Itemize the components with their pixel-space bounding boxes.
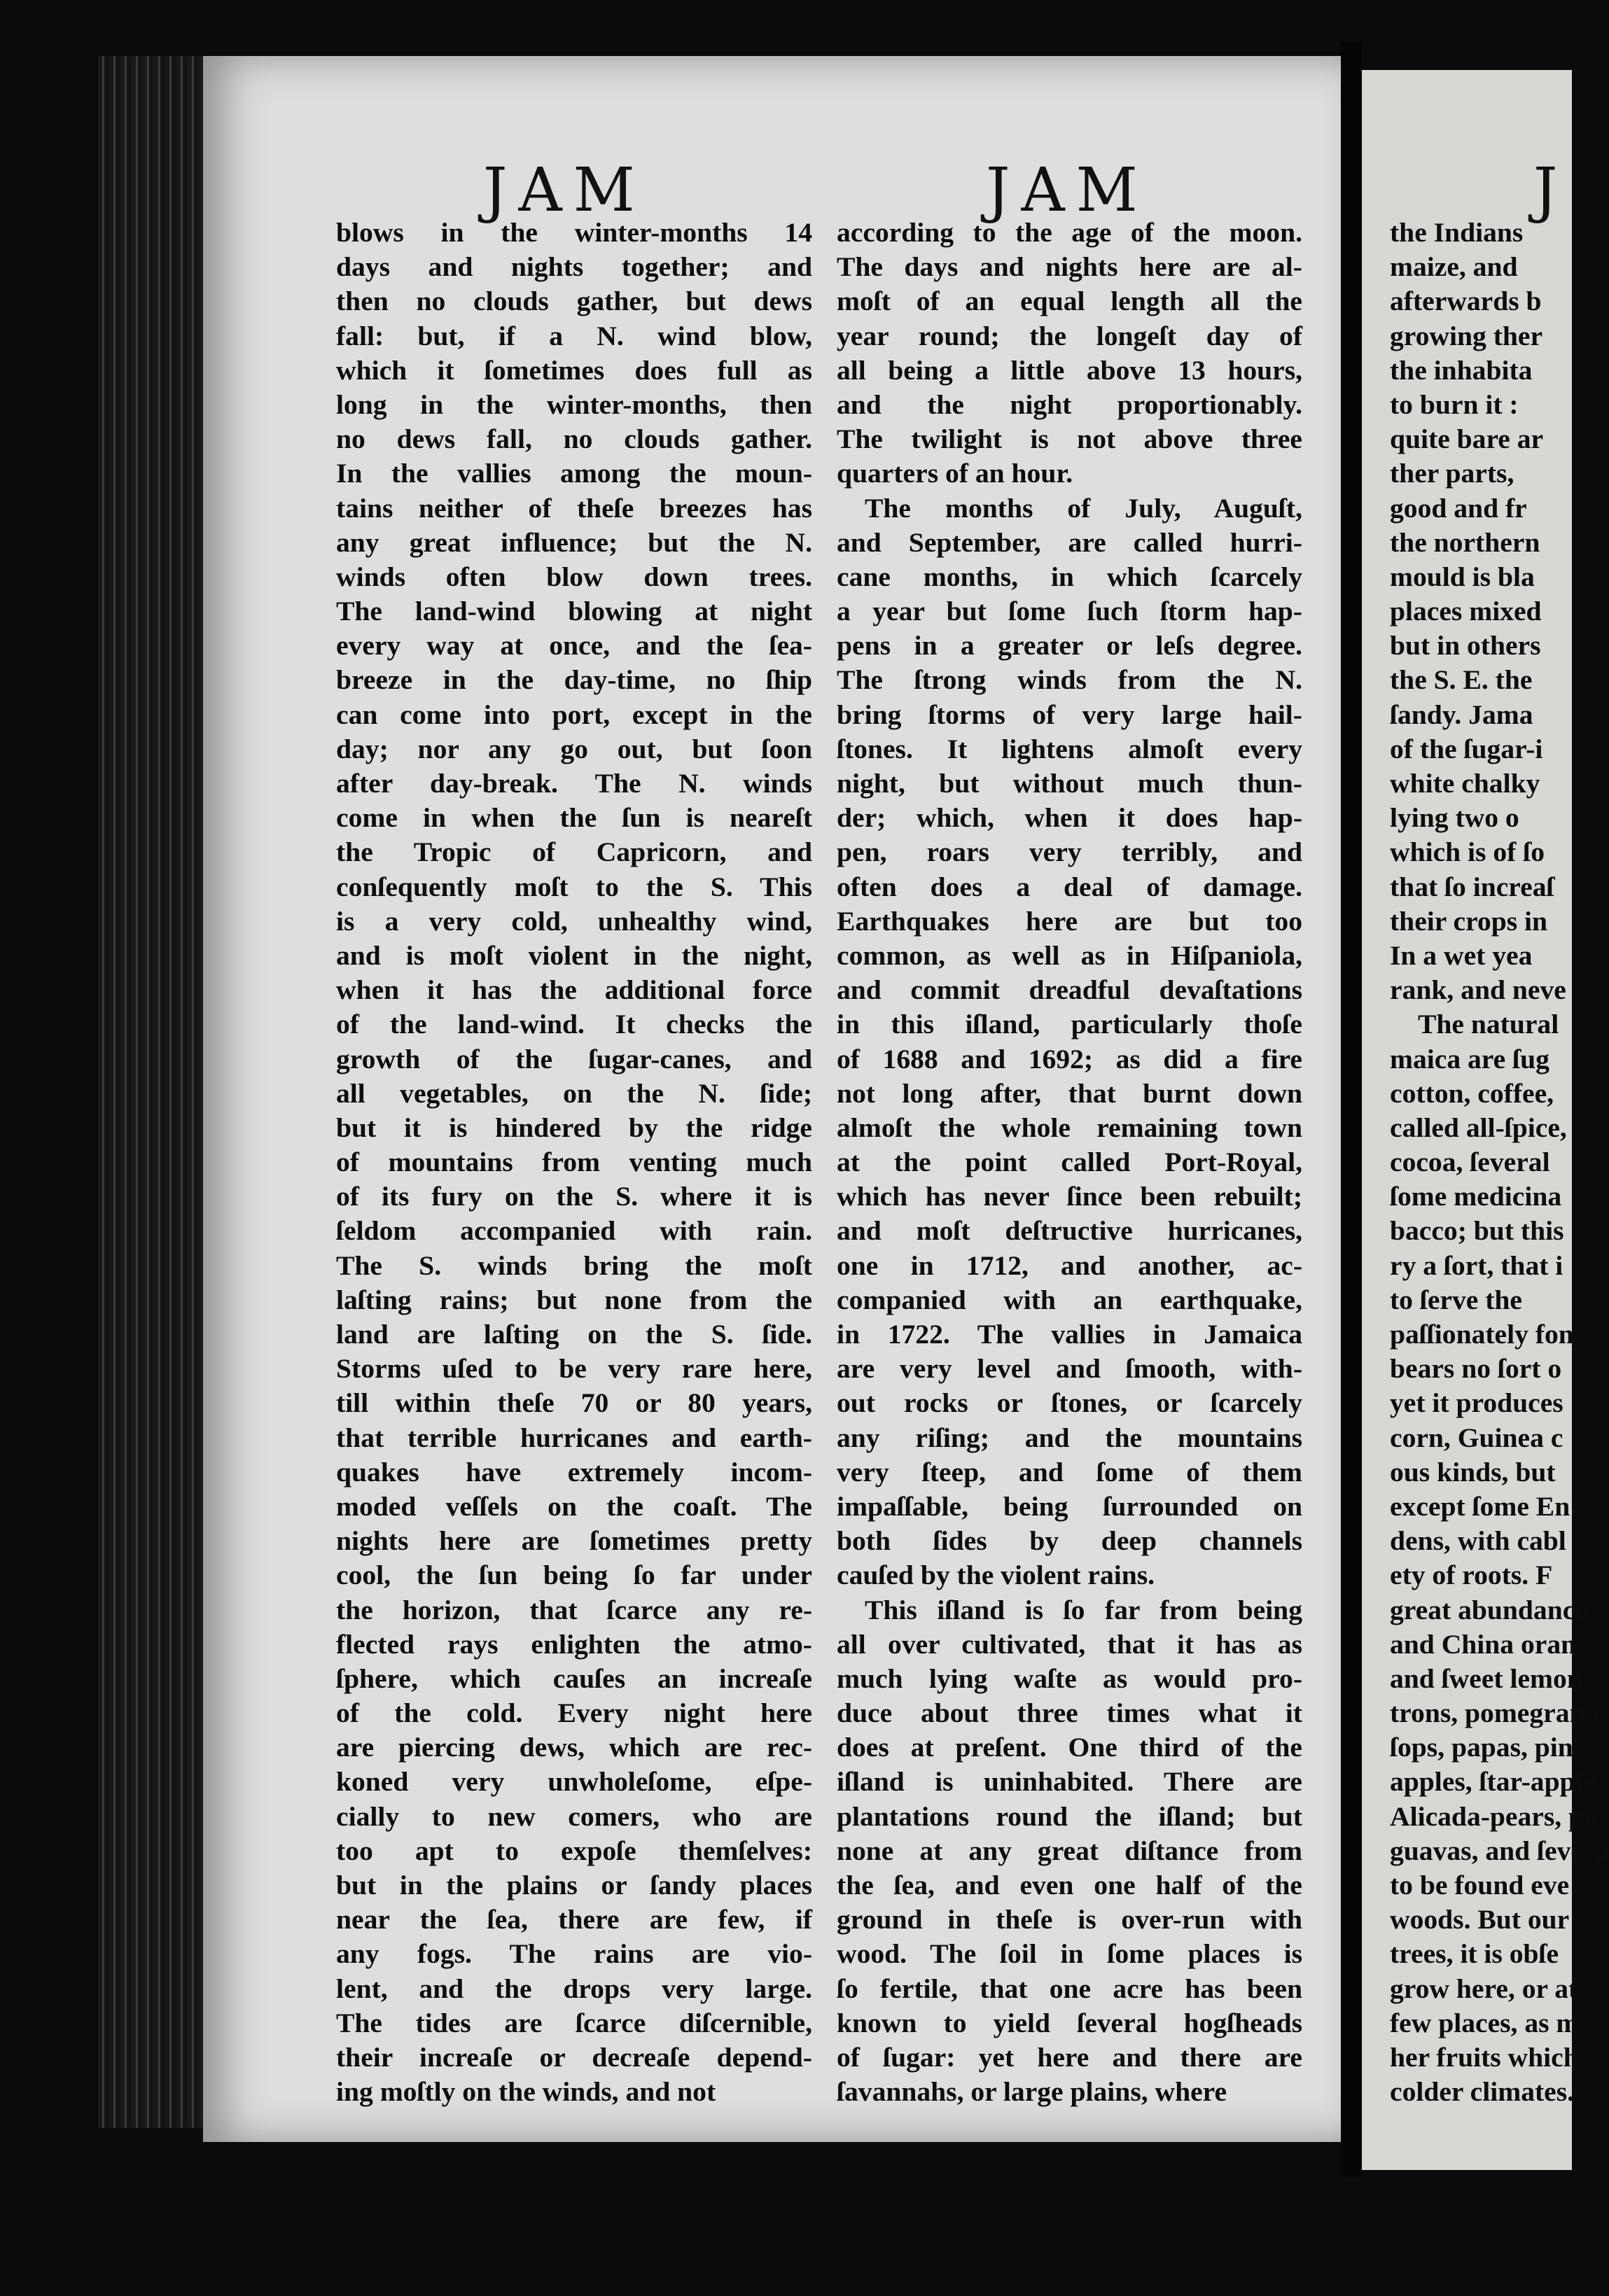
text-line: of ſugar: yet here and there are xyxy=(837,2041,1302,2073)
text-line: The natural xyxy=(1418,1009,1559,1040)
text-line: pens in a greater or leſs degree. xyxy=(837,630,1302,662)
running-head-facing: J xyxy=(1533,155,1569,225)
text-line: the ſea, and even one half of the xyxy=(837,1870,1302,1900)
text-line: near the ſea, there are few, if xyxy=(336,1904,812,1935)
text-line: her fruits which xyxy=(1390,2041,1579,2073)
text-line: ry a ſort, that i xyxy=(1390,1250,1563,1281)
text-line: in 1722. The vallies in Jamaica xyxy=(837,1319,1302,1350)
text-line: wood. The ſoil in ſome places is xyxy=(837,1938,1302,1970)
text-line: common, as well as in Hiſpaniola, xyxy=(837,939,1302,971)
text-line: apples, ſtar-apple xyxy=(1390,1766,1596,1798)
text-line: laſting rains; but none from the xyxy=(336,1284,812,1315)
text-line: and China oran xyxy=(1390,1628,1577,1660)
text-line: The twilight is not above three xyxy=(837,424,1302,455)
text-line: bears no ſort o xyxy=(1390,1353,1562,1385)
text-line: all vegetables, on the N. ſide; xyxy=(336,1077,812,1109)
text-line: at the point called Port-Royal, xyxy=(837,1147,1302,1178)
text-line: cotton, coffee, xyxy=(1390,1077,1554,1109)
text-line: fall: but, if a N. wind blow, xyxy=(336,320,812,351)
text-line: companied with an earthquake, xyxy=(837,1284,1302,1315)
text-line: mould is bla xyxy=(1390,561,1535,592)
text-line: one in 1712, and another, ac- xyxy=(837,1250,1302,1281)
text-line: every way at once, and the ſea- xyxy=(336,630,812,662)
text-line: ſops, papas, pin xyxy=(1390,1732,1573,1763)
text-line: of the ſugar-i xyxy=(1390,733,1543,764)
text-line: moſt of an equal length all the xyxy=(837,286,1302,317)
text-line: both ſides by deep channels xyxy=(837,1525,1302,1557)
text-line: does at preſent. One third of the xyxy=(837,1732,1302,1763)
text-line: maize, and xyxy=(1390,251,1518,283)
text-line: which has never ſince been rebuilt; xyxy=(837,1181,1302,1212)
text-line: that terrible hurricanes and earth- xyxy=(336,1422,812,1453)
text-line: der; which, when it does hap- xyxy=(837,802,1302,834)
text-line: according to the age of the moon. xyxy=(837,217,1302,248)
text-line: The ſtrong winds from the N. xyxy=(837,664,1302,696)
text-line: but in others xyxy=(1390,630,1541,662)
text-line: great abundance xyxy=(1390,1594,1587,1625)
text-line: few places, as ma xyxy=(1390,2007,1594,2038)
text-line: not long after, that burnt down xyxy=(837,1077,1302,1109)
text-line: are very level and ſmooth, with- xyxy=(837,1353,1302,1385)
text-line: in this iſland, particularly thoſe xyxy=(837,1009,1302,1040)
text-line: and commit dreadful devaſtations xyxy=(837,974,1302,1006)
text-line: ſeldom accompanied with rain. xyxy=(336,1215,812,1247)
text-line: ground in theſe is over-run with xyxy=(837,1904,1302,1935)
text-line: to ſerve the xyxy=(1390,1284,1523,1315)
text-line: year round; the longeſt day of xyxy=(837,320,1302,351)
text-line: The months of July, Auguſt, xyxy=(865,492,1302,524)
text-line: In a wet yea xyxy=(1390,939,1533,971)
text-line: none at any great diſtance from xyxy=(837,1835,1302,1866)
text-line: and is moſt violent in the night, xyxy=(336,939,812,971)
text-line: almoſt the whole remaining town xyxy=(837,1112,1302,1143)
text-line: nights here are ſometimes pretty xyxy=(336,1525,812,1557)
text-line: ther parts, xyxy=(1390,458,1514,489)
text-line: guavas, and ſevera xyxy=(1390,1835,1609,1866)
text-line: yet it produces xyxy=(1390,1387,1563,1419)
text-line: ſome medicina xyxy=(1390,1181,1562,1212)
text-line: of mountains from venting much xyxy=(336,1147,812,1178)
text-line: bring ſtorms of very large hail- xyxy=(837,699,1302,730)
text-column-facing xyxy=(1390,216,1609,2109)
text-line: dens, with cabl xyxy=(1390,1525,1566,1557)
text-line: growth of the ſugar-canes, and xyxy=(336,1043,812,1074)
text-line: the northern xyxy=(1390,526,1540,558)
text-column-left xyxy=(336,216,812,2109)
text-line: Earthquakes here are but too xyxy=(837,905,1302,937)
text-line: good and fr xyxy=(1390,492,1527,524)
text-line: which it ſometimes does full as xyxy=(336,354,812,386)
text-line: impaſſable, being ſurrounded on xyxy=(837,1490,1302,1522)
text-line: but in the plains or ſandy places xyxy=(336,1870,812,1900)
text-line: cauſed by the violent rains. xyxy=(837,1560,1155,1591)
text-line: of 1688 and 1692; as did a fire xyxy=(837,1043,1302,1074)
text-line: that ſo increaſ xyxy=(1390,871,1554,902)
text-line: winds often blow down trees. xyxy=(336,561,812,592)
text-line: the horizon, that ſcarce any re- xyxy=(336,1594,812,1625)
text-line: The days and nights here are al- xyxy=(837,251,1302,283)
text-line: and September, are called hurri- xyxy=(837,526,1302,558)
text-line: cane months, in which ſcarcely xyxy=(837,561,1302,592)
text-line: to be found eve xyxy=(1390,1870,1570,1900)
text-line: afterwards b xyxy=(1390,286,1542,317)
text-line: growing ther xyxy=(1390,320,1543,351)
text-line: ous kinds, but xyxy=(1390,1456,1556,1488)
text-line: cocoa, ſeveral xyxy=(1390,1147,1550,1178)
text-line: rank, and neve xyxy=(1390,974,1566,1006)
text-line: duce about three times what it xyxy=(837,1698,1302,1729)
text-line: lent, and the drops very large. xyxy=(336,1973,812,2004)
book-gutter xyxy=(1341,42,1362,2177)
running-head-right: JAM xyxy=(986,155,1149,225)
text-line: corn, Guinea c xyxy=(1390,1422,1563,1453)
text-line: their increaſe or decreaſe depend- xyxy=(336,2041,812,2073)
text-line: too apt to expoſe themſelves: xyxy=(336,1835,812,1866)
text-line: which is of ſo xyxy=(1390,836,1545,868)
text-line: all over cultivated, that it has as xyxy=(837,1628,1302,1660)
text-line: quakes have extremely incom- xyxy=(336,1456,812,1488)
text-line: long in the winter-months, then xyxy=(336,388,812,420)
text-line: any riſing; and the mountains xyxy=(837,1422,1302,1453)
text-line: maica are ſug xyxy=(1390,1043,1549,1074)
text-line: the S. E. the xyxy=(1390,664,1533,696)
text-line: conſequently moſt to the S. This xyxy=(336,871,812,902)
text-line: called all-ſpice, xyxy=(1390,1112,1567,1143)
text-column-right xyxy=(837,216,1302,2109)
text-line: The land-wind blowing at night xyxy=(336,596,812,627)
text-line: can come into port, except in the xyxy=(336,699,812,730)
text-line: ing moſtly on the winds, and not xyxy=(336,2076,716,2108)
text-line: lying two o xyxy=(1390,802,1519,834)
text-line: out rocks or ſtones, or ſcarcely xyxy=(837,1387,1302,1419)
text-line: blows in the winter-months 14 xyxy=(336,217,812,248)
text-line: tains neither of theſe breezes has xyxy=(336,492,812,524)
text-line: In the vallies among the moun- xyxy=(336,458,812,489)
text-line: and ſweet lemon xyxy=(1390,1662,1582,1694)
text-line: woods. But our xyxy=(1390,1904,1570,1935)
text-line: a year but ſome ſuch ſtorm hap- xyxy=(837,596,1302,627)
text-line: night, but without much thun- xyxy=(837,768,1302,799)
text-line: white chalky xyxy=(1390,768,1540,799)
text-line: till within theſe 70 or 80 years, xyxy=(336,1387,812,1419)
text-line: any fogs. The rains are vio- xyxy=(336,1938,812,1970)
text-line: ſandy. Jama xyxy=(1390,699,1533,730)
text-line: except ſome En xyxy=(1390,1490,1570,1522)
text-line: of the cold. Every night here xyxy=(336,1698,812,1729)
text-line: colder climates. xyxy=(1390,2076,1575,2108)
text-line: but it is hindered by the ridge xyxy=(336,1112,812,1143)
text-line: ſtones. It lightens almoſt every xyxy=(837,733,1302,764)
text-line: ety of roots. F xyxy=(1390,1560,1553,1591)
text-line: trons, pomegrana xyxy=(1390,1698,1599,1729)
text-line: the Tropic of Capricorn, and xyxy=(336,836,812,868)
text-line: Storms uſed to be very rare here, xyxy=(336,1353,812,1385)
text-line: no dews fall, no clouds gather. xyxy=(336,424,812,455)
text-line: flected rays enlighten the atmo- xyxy=(336,1628,812,1660)
text-line: very ſteep, and ſome of them xyxy=(837,1456,1302,1488)
text-line: land are laſting on the S. ſide. xyxy=(336,1319,812,1350)
text-line: cially to new comers, who are xyxy=(336,1800,812,1832)
text-line: ſo fertile, that one acre has been xyxy=(837,1973,1302,2004)
text-line: all being a little above 13 hours, xyxy=(837,354,1302,386)
text-line: is a very cold, unhealthy wind, xyxy=(336,905,812,937)
text-line: are piercing dews, which are rec- xyxy=(336,1732,812,1763)
text-line: often does a deal of damage. xyxy=(837,871,1302,902)
text-line: koned very unwholeſome, eſpe- xyxy=(336,1766,812,1798)
running-head-left: JAM xyxy=(483,155,646,225)
text-line: pen, roars very terribly, and xyxy=(837,836,1302,868)
text-line: iſland is uninhabited. There are xyxy=(837,1766,1302,1798)
text-line: moded veſſels on the coaſt. The xyxy=(336,1490,812,1522)
text-line: Alicada-pears, po xyxy=(1390,1800,1598,1832)
text-line: and the night proportionably. xyxy=(837,388,1302,420)
text-line: known to yield ſeveral hogſheads xyxy=(837,2007,1302,2038)
text-line: days and nights together; and xyxy=(336,251,812,283)
text-line: The tides are ſcarce diſcernible, xyxy=(336,2007,812,2038)
text-line: trees, it is obſe xyxy=(1390,1938,1559,1970)
text-line: places mixed xyxy=(1390,596,1542,627)
text-line: to burn it : xyxy=(1390,388,1519,420)
text-line: when it has the additional force xyxy=(336,974,812,1006)
text-line: after day-break. The N. winds xyxy=(336,768,812,799)
text-line: their crops in xyxy=(1390,905,1548,937)
text-line: ſavannahs, or large plains, where xyxy=(837,2076,1227,2108)
text-line: ſphere, which cauſes an increaſe xyxy=(336,1662,812,1694)
text-line: of the land-wind. It checks the xyxy=(336,1009,812,1040)
text-line: of its fury on the S. where it is xyxy=(336,1181,812,1212)
text-line: day; nor any go out, but ſoon xyxy=(336,733,812,764)
text-line: bacco; but this xyxy=(1390,1215,1564,1247)
text-line: This iſland is ſo far from being xyxy=(865,1594,1302,1625)
text-line: any great influence; but the N. xyxy=(336,526,812,558)
text-line: grow here, or at l xyxy=(1390,1973,1593,2004)
text-line: breeze in the day-time, no ſhip xyxy=(336,664,812,696)
text-line: The S. winds bring the moſt xyxy=(336,1250,812,1281)
text-line: quarters of an hour. xyxy=(837,458,1073,489)
text-line: cool, the ſun being ſo far under xyxy=(336,1560,812,1591)
text-line: come in when the ſun is neareſt xyxy=(336,802,812,834)
text-line: the inhabita xyxy=(1390,354,1533,386)
text-line: plantations round the iſland; but xyxy=(837,1800,1302,1832)
text-line: quite bare ar xyxy=(1390,424,1544,455)
book-page-edges xyxy=(98,56,210,2128)
text-line: paſſionately fon xyxy=(1390,1319,1574,1350)
text-line: then no clouds gather, but dews xyxy=(336,286,812,317)
text-line: and moſt deſtructive hurricanes, xyxy=(837,1215,1302,1247)
text-line: the Indians xyxy=(1390,217,1524,248)
text-line: much lying waſte as would pro- xyxy=(837,1662,1302,1694)
